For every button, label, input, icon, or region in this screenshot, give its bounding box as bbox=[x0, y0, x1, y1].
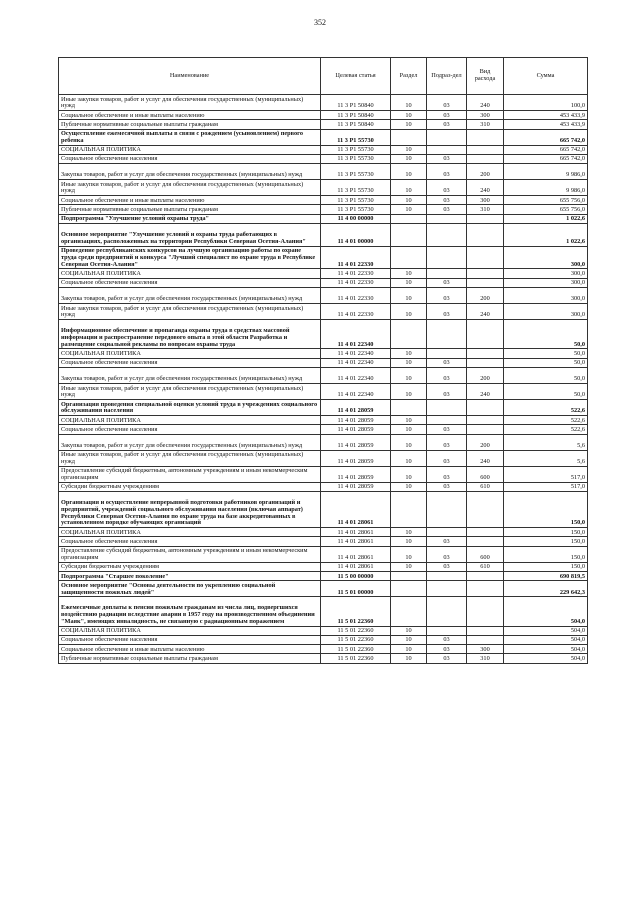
row-sum-cell: 9 986,0 bbox=[504, 180, 588, 196]
table-row bbox=[59, 416, 588, 425]
table-row bbox=[59, 581, 588, 597]
table-row bbox=[59, 246, 588, 269]
row-name-cell: Социальное обеспечение населения bbox=[59, 635, 321, 644]
row-name-cell: Проведение республиканских конкурсов на лучшую организацию работы по охране труда среди предприятий и конкурса "Лучший специалист по охране труда в Республике Северная Осетия-Алания" bbox=[59, 246, 321, 269]
row-sum-cell: 300,0 bbox=[504, 269, 588, 278]
row-name-cell: Подпрограмма "Старшее поколение" bbox=[59, 571, 321, 580]
row-expense-type-cell bbox=[467, 537, 504, 546]
row-sum-cell: 522,6 bbox=[504, 416, 588, 425]
row-sum-cell: 453 433,9 bbox=[504, 111, 588, 120]
row-subsection-cell bbox=[427, 571, 467, 580]
table-row bbox=[59, 626, 588, 635]
row-expense-type-cell bbox=[467, 581, 504, 597]
row-sum-cell: 504,0 bbox=[504, 654, 588, 663]
row-sum-cell: 517,0 bbox=[504, 466, 588, 482]
row-subsection-cell: 03 bbox=[427, 450, 467, 466]
header-target-article: Целевая статья bbox=[321, 58, 391, 95]
row-expense-type-cell bbox=[467, 571, 504, 580]
row-name-cell: Организация проведения специальной оценки условий труда в учреждениях социального обслуживания населения bbox=[59, 400, 321, 416]
table-row bbox=[59, 434, 588, 450]
table-row bbox=[59, 528, 588, 537]
row-name-cell: Основное мероприятие "Улучшение условий и охраны труда работающих в организациях, расположенных на территории Республики Северная Осетия-Алания" bbox=[59, 224, 321, 247]
row-subsection-cell: 03 bbox=[427, 434, 467, 450]
row-name-cell: Социальное обеспечение населения bbox=[59, 537, 321, 546]
row-subsection-cell: 03 bbox=[427, 368, 467, 384]
row-target-article-cell: 11 3 Р1 50840 bbox=[321, 120, 391, 129]
row-target-article-cell: 11 4 01 22330 bbox=[321, 304, 391, 320]
row-sum-cell: 150,0 bbox=[504, 562, 588, 571]
row-sum-cell: 517,0 bbox=[504, 482, 588, 491]
row-expense-type-cell: 310 bbox=[467, 205, 504, 214]
table-row bbox=[59, 654, 588, 663]
row-sum-cell: 665 742,0 bbox=[504, 154, 588, 163]
row-expense-type-cell bbox=[467, 491, 504, 527]
table-row bbox=[59, 304, 588, 320]
row-target-article-cell: 11 5 01 22360 bbox=[321, 645, 391, 654]
table-row bbox=[59, 95, 588, 111]
row-expense-type-cell: 240 bbox=[467, 450, 504, 466]
row-section-cell: 10 bbox=[391, 111, 427, 120]
row-subsection-cell: 03 bbox=[427, 654, 467, 663]
row-name-cell: Субсидии бюджетным учреждениям bbox=[59, 482, 321, 491]
row-subsection-cell: 03 bbox=[427, 562, 467, 571]
row-target-article-cell: 11 4 01 28061 bbox=[321, 562, 391, 571]
row-target-article-cell: 11 5 01 00000 bbox=[321, 581, 391, 597]
row-expense-type-cell bbox=[467, 597, 504, 626]
table-row bbox=[59, 562, 588, 571]
header-name: Наименование bbox=[59, 58, 321, 95]
row-name-cell: Социальное обеспечение населения bbox=[59, 278, 321, 287]
row-name-cell: Предоставление субсидий бюджетным, автономным учреждениям и иным некоммерческим организациям bbox=[59, 466, 321, 482]
row-name-cell: Иные закупки товаров, работ и услуг для обеспечения государственных (муниципальных) нужд bbox=[59, 450, 321, 466]
row-sum-cell: 300,0 bbox=[504, 288, 588, 304]
row-sum-cell: 50,0 bbox=[504, 349, 588, 358]
table-row bbox=[59, 466, 588, 482]
row-target-article-cell: 11 3 Р1 50840 bbox=[321, 95, 391, 111]
row-section-cell: 10 bbox=[391, 164, 427, 180]
row-sum-cell: 100,0 bbox=[504, 95, 588, 111]
row-sum-cell: 690 819,5 bbox=[504, 571, 588, 580]
row-sum-cell: 9 986,0 bbox=[504, 164, 588, 180]
row-section-cell: 10 bbox=[391, 537, 427, 546]
row-target-article-cell: 11 4 01 22330 bbox=[321, 278, 391, 287]
row-subsection-cell: 03 bbox=[427, 482, 467, 491]
row-target-article-cell: 11 5 01 22360 bbox=[321, 635, 391, 644]
row-expense-type-cell bbox=[467, 269, 504, 278]
row-sum-cell: 504,0 bbox=[504, 626, 588, 635]
row-section-cell: 10 bbox=[391, 269, 427, 278]
row-expense-type-cell bbox=[467, 154, 504, 163]
row-section-cell: 10 bbox=[391, 154, 427, 163]
row-sum-cell: 150,0 bbox=[504, 528, 588, 537]
row-name-cell: Организация и осуществление непрерывной подготовки работников организаций и предприятий, учреждений социального обслуживания населения (включая аппарат) Республики Северная Осетия-Алания по охране труда на базе аккредитованных в установленном порядке обучающих организаций bbox=[59, 491, 321, 527]
row-section-cell: 10 bbox=[391, 528, 427, 537]
row-subsection-cell: 03 bbox=[427, 537, 467, 546]
row-section-cell: 10 bbox=[391, 384, 427, 400]
row-subsection-cell: 03 bbox=[427, 111, 467, 120]
row-subsection-cell bbox=[427, 597, 467, 626]
row-name-cell: СОЦИАЛЬНАЯ ПОЛИТИКА bbox=[59, 145, 321, 154]
row-sum-cell: 300,0 bbox=[504, 246, 588, 269]
row-subsection-cell bbox=[427, 416, 467, 425]
row-expense-type-cell bbox=[467, 246, 504, 269]
table-row bbox=[59, 450, 588, 466]
row-target-article-cell: 11 4 01 22340 bbox=[321, 368, 391, 384]
table-row bbox=[59, 224, 588, 247]
header-expense-type: Вид расхода bbox=[467, 58, 504, 95]
row-subsection-cell: 03 bbox=[427, 425, 467, 434]
row-name-cell: Основное мероприятие "Основы деятельности по укреплению социальной защищенности пожилых людей" bbox=[59, 581, 321, 597]
table-row bbox=[59, 205, 588, 214]
row-section-cell: 10 bbox=[391, 626, 427, 635]
row-name-cell: Иные закупки товаров, работ и услуг для обеспечения государственных (муниципальных) нужд bbox=[59, 304, 321, 320]
table-row bbox=[59, 154, 588, 163]
row-sum-cell: 150,0 bbox=[504, 491, 588, 527]
row-target-article-cell: 11 4 01 28061 bbox=[321, 528, 391, 537]
row-target-article-cell: 11 4 01 22330 bbox=[321, 288, 391, 304]
row-sum-cell: 50,0 bbox=[504, 384, 588, 400]
row-target-article-cell: 11 4 01 22330 bbox=[321, 246, 391, 269]
row-expense-type-cell: 300 bbox=[467, 196, 504, 205]
table-row bbox=[59, 358, 588, 367]
row-expense-type-cell: 600 bbox=[467, 546, 504, 562]
row-target-article-cell: 11 4 01 28059 bbox=[321, 416, 391, 425]
row-subsection-cell bbox=[427, 224, 467, 247]
row-name-cell: Информационное обеспечение и пропаганда охраны труда в средствах массовой информации и распространение передового опыта в этой области Разработка и размещение социальной рекламы по вопросам охраны труда bbox=[59, 320, 321, 349]
row-expense-type-cell: 310 bbox=[467, 120, 504, 129]
row-expense-type-cell bbox=[467, 635, 504, 644]
row-subsection-cell bbox=[427, 320, 467, 349]
table-row bbox=[59, 129, 588, 145]
row-expense-type-cell: 240 bbox=[467, 304, 504, 320]
row-section-cell bbox=[391, 597, 427, 626]
row-expense-type-cell bbox=[467, 425, 504, 434]
row-sum-cell: 665 742,0 bbox=[504, 145, 588, 154]
row-section-cell bbox=[391, 224, 427, 247]
row-section-cell: 10 bbox=[391, 434, 427, 450]
row-subsection-cell bbox=[427, 145, 467, 154]
row-name-cell: Социальное обеспечение населения bbox=[59, 425, 321, 434]
row-target-article-cell: 11 4 01 28059 bbox=[321, 450, 391, 466]
table-row bbox=[59, 120, 588, 129]
row-section-cell: 10 bbox=[391, 349, 427, 358]
row-subsection-cell bbox=[427, 214, 467, 223]
row-name-cell: Публичные нормативные социальные выплаты гражданам bbox=[59, 205, 321, 214]
row-target-article-cell: 11 5 01 22360 bbox=[321, 654, 391, 663]
table-row bbox=[59, 597, 588, 626]
row-sum-cell: 504,0 bbox=[504, 597, 588, 626]
table-row bbox=[59, 384, 588, 400]
header-subsection: Подраз-дел bbox=[427, 58, 467, 95]
row-target-article-cell: 11 5 00 00000 bbox=[321, 571, 391, 580]
row-name-cell: Социальное обеспечение населения bbox=[59, 358, 321, 367]
row-target-article-cell: 11 3 Р1 55730 bbox=[321, 196, 391, 205]
row-target-article-cell: 11 4 01 28061 bbox=[321, 546, 391, 562]
row-target-article-cell: 11 4 01 28059 bbox=[321, 466, 391, 482]
row-target-article-cell: 11 3 Р1 55730 bbox=[321, 154, 391, 163]
row-name-cell: Закупка товаров, работ и услуг для обеспечения государственных (муниципальных) нужд bbox=[59, 164, 321, 180]
row-subsection-cell: 03 bbox=[427, 154, 467, 163]
row-sum-cell: 655 756,0 bbox=[504, 196, 588, 205]
row-section-cell: 10 bbox=[391, 635, 427, 644]
row-section-cell bbox=[391, 214, 427, 223]
row-section-cell bbox=[391, 129, 427, 145]
row-target-article-cell: 11 4 01 22340 bbox=[321, 384, 391, 400]
row-subsection-cell: 03 bbox=[427, 180, 467, 196]
row-section-cell: 10 bbox=[391, 654, 427, 663]
table-row bbox=[59, 288, 588, 304]
row-subsection-cell: 03 bbox=[427, 164, 467, 180]
row-name-cell: Социальное обеспечение и иные выплаты населению bbox=[59, 645, 321, 654]
row-expense-type-cell bbox=[467, 129, 504, 145]
row-section-cell: 10 bbox=[391, 466, 427, 482]
row-target-article-cell: 11 4 01 28061 bbox=[321, 537, 391, 546]
row-target-article-cell: 11 5 01 22360 bbox=[321, 626, 391, 635]
row-expense-type-cell: 240 bbox=[467, 95, 504, 111]
row-expense-type-cell bbox=[467, 358, 504, 367]
row-expense-type-cell: 200 bbox=[467, 288, 504, 304]
table-row bbox=[59, 571, 588, 580]
row-section-cell: 10 bbox=[391, 416, 427, 425]
row-name-cell: СОЦИАЛЬНАЯ ПОЛИТИКА bbox=[59, 349, 321, 358]
table-body bbox=[59, 95, 588, 664]
row-section-cell: 10 bbox=[391, 546, 427, 562]
row-expense-type-cell: 200 bbox=[467, 164, 504, 180]
row-name-cell: Субсидии бюджетным учреждениям bbox=[59, 562, 321, 571]
table-row bbox=[59, 111, 588, 120]
table-row bbox=[59, 349, 588, 358]
row-target-article-cell: 11 3 Р1 55730 bbox=[321, 164, 391, 180]
row-target-article-cell: 11 3 Р1 55730 bbox=[321, 205, 391, 214]
row-section-cell bbox=[391, 246, 427, 269]
row-expense-type-cell bbox=[467, 626, 504, 635]
page-number: 352 bbox=[314, 18, 326, 27]
row-sum-cell: 453 433,9 bbox=[504, 120, 588, 129]
row-subsection-cell: 03 bbox=[427, 205, 467, 214]
row-expense-type-cell bbox=[467, 320, 504, 349]
row-name-cell: Иные закупки товаров, работ и услуг для обеспечения государственных (муниципальных) нужд bbox=[59, 180, 321, 196]
row-section-cell: 10 bbox=[391, 562, 427, 571]
row-expense-type-cell: 610 bbox=[467, 562, 504, 571]
table-row bbox=[59, 368, 588, 384]
table-row bbox=[59, 635, 588, 644]
header-sum: Сумма bbox=[504, 58, 588, 95]
row-expense-type-cell bbox=[467, 214, 504, 223]
row-section-cell: 10 bbox=[391, 368, 427, 384]
table-row bbox=[59, 482, 588, 491]
row-sum-cell: 50,0 bbox=[504, 320, 588, 349]
row-target-article-cell: 11 4 01 28059 bbox=[321, 434, 391, 450]
row-section-cell: 10 bbox=[391, 180, 427, 196]
row-expense-type-cell: 240 bbox=[467, 384, 504, 400]
row-subsection-cell bbox=[427, 129, 467, 145]
row-subsection-cell: 03 bbox=[427, 384, 467, 400]
row-name-cell: СОЦИАЛЬНАЯ ПОЛИТИКА bbox=[59, 269, 321, 278]
row-section-cell: 10 bbox=[391, 450, 427, 466]
row-name-cell: Закупка товаров, работ и услуг для обеспечения государственных (муниципальных) нужд bbox=[59, 434, 321, 450]
row-name-cell: Закупка товаров, работ и услуг для обеспечения государственных (муниципальных) нужд bbox=[59, 368, 321, 384]
row-name-cell: Осуществление ежемесячной выплаты в связи с рождением (усыновлением) первого ребенка bbox=[59, 129, 321, 145]
row-sum-cell: 522,6 bbox=[504, 400, 588, 416]
row-expense-type-cell bbox=[467, 349, 504, 358]
row-target-article-cell: 11 4 01 28059 bbox=[321, 400, 391, 416]
row-section-cell bbox=[391, 571, 427, 580]
row-target-article-cell: 11 3 Р1 55730 bbox=[321, 129, 391, 145]
row-sum-cell: 300,0 bbox=[504, 304, 588, 320]
row-subsection-cell bbox=[427, 626, 467, 635]
table-row bbox=[59, 214, 588, 223]
row-sum-cell: 300,0 bbox=[504, 278, 588, 287]
row-subsection-cell bbox=[427, 400, 467, 416]
row-target-article-cell: 11 4 01 28061 bbox=[321, 491, 391, 527]
row-section-cell bbox=[391, 320, 427, 349]
row-name-cell: Ежемесячные доплаты к пенсии пожилым гражданам из числа лиц, подвергшихся воздействию радиации вследствие аварии в 1957 году на производственном объединении "Маяк", имеющих инвалидность, не связанную с радиационным поражением bbox=[59, 597, 321, 626]
table-row bbox=[59, 145, 588, 154]
row-target-article-cell: 11 4 01 22330 bbox=[321, 269, 391, 278]
row-section-cell: 10 bbox=[391, 278, 427, 287]
row-sum-cell: 50,0 bbox=[504, 358, 588, 367]
row-subsection-cell: 03 bbox=[427, 635, 467, 644]
row-section-cell: 10 bbox=[391, 145, 427, 154]
row-section-cell: 10 bbox=[391, 358, 427, 367]
row-sum-cell: 504,0 bbox=[504, 635, 588, 644]
row-expense-type-cell bbox=[467, 400, 504, 416]
row-sum-cell: 522,6 bbox=[504, 425, 588, 434]
row-name-cell: Иные закупки товаров, работ и услуг для обеспечения государственных (муниципальных) нужд bbox=[59, 95, 321, 111]
row-sum-cell: 665 742,0 bbox=[504, 129, 588, 145]
row-sum-cell: 5,6 bbox=[504, 450, 588, 466]
row-expense-type-cell bbox=[467, 224, 504, 247]
row-subsection-cell bbox=[427, 349, 467, 358]
table-header-row bbox=[59, 58, 588, 95]
row-name-cell: Иные закупки товаров, работ и услуг для обеспечения государственных (муниципальных) нужд bbox=[59, 384, 321, 400]
row-subsection-cell bbox=[427, 528, 467, 537]
table-row bbox=[59, 196, 588, 205]
row-section-cell: 10 bbox=[391, 120, 427, 129]
row-subsection-cell bbox=[427, 246, 467, 269]
row-sum-cell: 504,0 bbox=[504, 645, 588, 654]
row-target-article-cell: 11 4 01 28059 bbox=[321, 482, 391, 491]
row-target-article-cell: 11 4 01 00000 bbox=[321, 224, 391, 247]
row-section-cell: 10 bbox=[391, 482, 427, 491]
row-target-article-cell: 11 4 01 22340 bbox=[321, 358, 391, 367]
row-sum-cell: 1 022,6 bbox=[504, 214, 588, 223]
row-name-cell: Публичные нормативные социальные выплаты гражданам bbox=[59, 120, 321, 129]
row-section-cell bbox=[391, 400, 427, 416]
row-name-cell: Социальное обеспечение населения bbox=[59, 154, 321, 163]
row-section-cell: 10 bbox=[391, 645, 427, 654]
row-subsection-cell: 03 bbox=[427, 196, 467, 205]
table-row bbox=[59, 278, 588, 287]
row-expense-type-cell: 310 bbox=[467, 654, 504, 663]
table-row bbox=[59, 537, 588, 546]
row-expense-type-cell: 300 bbox=[467, 111, 504, 120]
row-name-cell: СОЦИАЛЬНАЯ ПОЛИТИКА bbox=[59, 416, 321, 425]
row-sum-cell: 150,0 bbox=[504, 537, 588, 546]
row-expense-type-cell: 200 bbox=[467, 368, 504, 384]
row-subsection-cell: 03 bbox=[427, 304, 467, 320]
row-sum-cell: 1 022,6 bbox=[504, 224, 588, 247]
row-name-cell: Социальное обеспечение и иные выплаты населению bbox=[59, 196, 321, 205]
row-name-cell: Закупка товаров, работ и услуг для обеспечения государственных (муниципальных) нужд bbox=[59, 288, 321, 304]
row-name-cell: СОЦИАЛЬНАЯ ПОЛИТИКА bbox=[59, 528, 321, 537]
row-subsection-cell bbox=[427, 581, 467, 597]
table-row bbox=[59, 320, 588, 349]
row-expense-type-cell: 240 bbox=[467, 180, 504, 196]
row-section-cell: 10 bbox=[391, 425, 427, 434]
row-subsection-cell bbox=[427, 269, 467, 278]
row-expense-type-cell bbox=[467, 528, 504, 537]
row-section-cell: 10 bbox=[391, 205, 427, 214]
row-name-cell: Публичные нормативные социальные выплаты гражданам bbox=[59, 654, 321, 663]
row-target-article-cell: 11 3 Р1 50840 bbox=[321, 111, 391, 120]
row-sum-cell: 229 642,3 bbox=[504, 581, 588, 597]
row-sum-cell: 655 756,0 bbox=[504, 205, 588, 214]
table-row bbox=[59, 425, 588, 434]
row-subsection-cell: 03 bbox=[427, 466, 467, 482]
row-section-cell: 10 bbox=[391, 288, 427, 304]
row-section-cell: 10 bbox=[391, 95, 427, 111]
table-row bbox=[59, 491, 588, 527]
row-section-cell: 10 bbox=[391, 304, 427, 320]
table-row bbox=[59, 645, 588, 654]
budget-table bbox=[58, 57, 588, 664]
row-expense-type-cell bbox=[467, 278, 504, 287]
header-section: Раздел bbox=[391, 58, 427, 95]
row-subsection-cell: 03 bbox=[427, 120, 467, 129]
row-target-article-cell: 11 3 Р1 55730 bbox=[321, 180, 391, 196]
row-sum-cell: 150,0 bbox=[504, 546, 588, 562]
row-subsection-cell: 03 bbox=[427, 358, 467, 367]
row-subsection-cell: 03 bbox=[427, 278, 467, 287]
row-expense-type-cell: 300 bbox=[467, 645, 504, 654]
row-subsection-cell: 03 bbox=[427, 288, 467, 304]
row-target-article-cell: 11 4 00 00000 bbox=[321, 214, 391, 223]
row-expense-type-cell: 610 bbox=[467, 482, 504, 491]
row-expense-type-cell bbox=[467, 145, 504, 154]
row-subsection-cell bbox=[427, 491, 467, 527]
row-name-cell: Предоставление субсидий бюджетным, автономным учреждениям и иным некоммерческим организациям bbox=[59, 546, 321, 562]
row-section-cell bbox=[391, 491, 427, 527]
row-subsection-cell: 03 bbox=[427, 546, 467, 562]
table-row bbox=[59, 269, 588, 278]
table-row bbox=[59, 400, 588, 416]
table-row bbox=[59, 164, 588, 180]
row-sum-cell: 5,6 bbox=[504, 434, 588, 450]
row-name-cell: СОЦИАЛЬНАЯ ПОЛИТИКА bbox=[59, 626, 321, 635]
row-expense-type-cell bbox=[467, 416, 504, 425]
row-target-article-cell: 11 4 01 22340 bbox=[321, 320, 391, 349]
row-expense-type-cell: 600 bbox=[467, 466, 504, 482]
row-section-cell: 10 bbox=[391, 196, 427, 205]
row-target-article-cell: 11 4 01 22340 bbox=[321, 349, 391, 358]
table-row bbox=[59, 180, 588, 196]
row-subsection-cell: 03 bbox=[427, 95, 467, 111]
table-row bbox=[59, 546, 588, 562]
row-subsection-cell: 03 bbox=[427, 645, 467, 654]
row-sum-cell: 50,0 bbox=[504, 368, 588, 384]
row-name-cell: Социальное обеспечение и иные выплаты населению bbox=[59, 111, 321, 120]
row-target-article-cell: 11 4 01 28059 bbox=[321, 425, 391, 434]
row-name-cell: Подпрограмма "Улучшение условий охраны труда" bbox=[59, 214, 321, 223]
row-target-article-cell: 11 3 Р1 55730 bbox=[321, 145, 391, 154]
row-section-cell bbox=[391, 581, 427, 597]
row-expense-type-cell: 200 bbox=[467, 434, 504, 450]
row-target-article-cell: 11 5 01 22360 bbox=[321, 597, 391, 626]
